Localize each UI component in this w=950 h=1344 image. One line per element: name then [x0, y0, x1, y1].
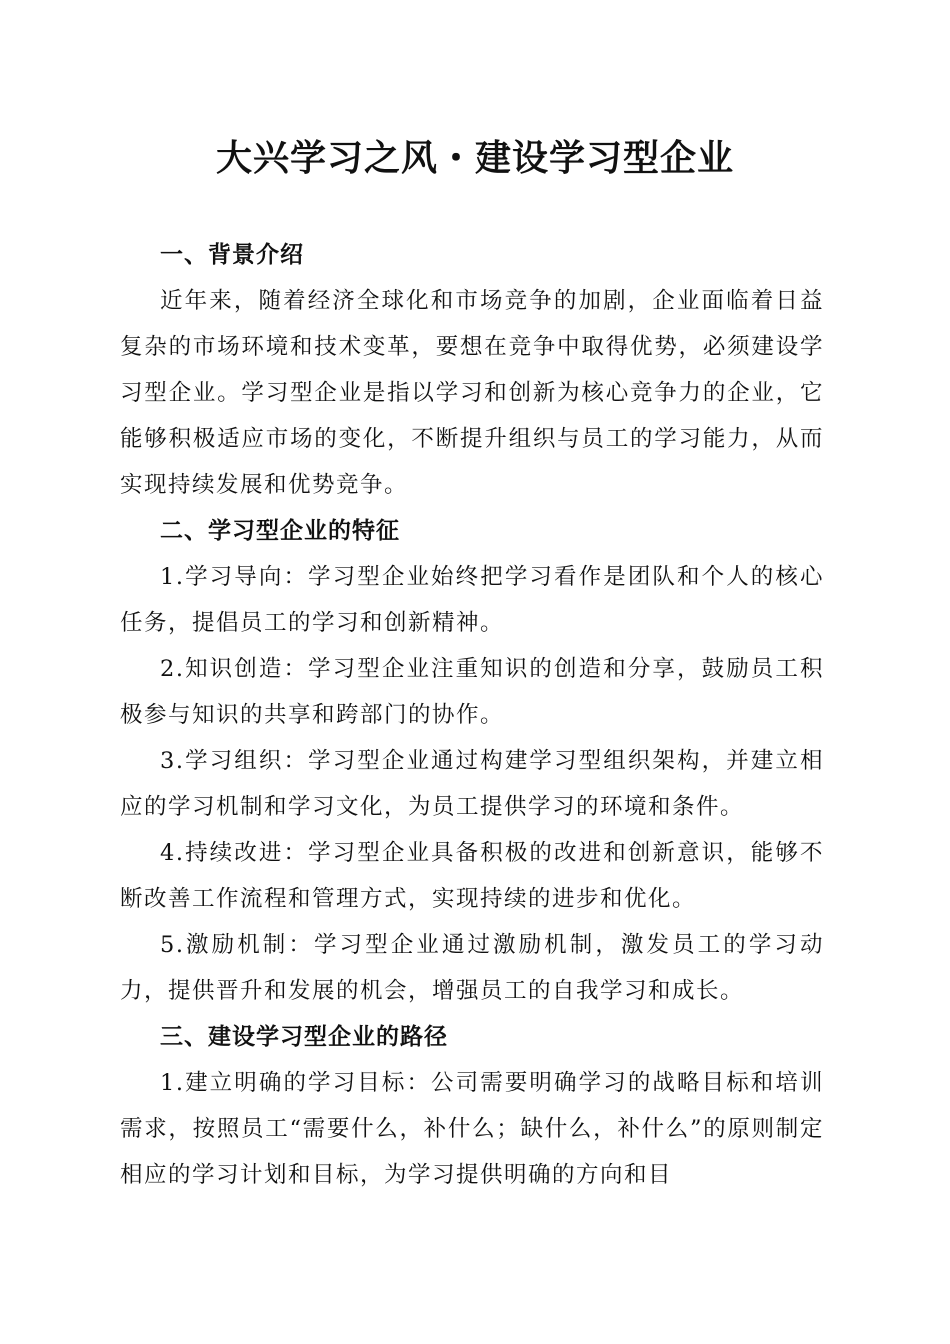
paragraph-feature-2: 2.知识创造：学习型企业注重知识的创造和分享，鼓励员工积极参与知识的共享和跨部门的协作。 [120, 656, 824, 728]
document-body [120, 232, 824, 1198]
section-heading-background: 一、背景介绍 [160, 242, 304, 268]
paragraph-feature-3: 3.学习组织：学习型企业通过构建学习型组织架构，并建立相应的学习机制和学习文化，为员工提供学习的环境和条件。 [120, 748, 824, 820]
document-title: 大兴学习之风・建设学习型企业 [215, 138, 734, 179]
paragraph-feature-4: 4.持续改进：学习型企业具备积极的改进和创新意识，能够不断改善工作流程和管理方式，实现持续的进步和优化。 [120, 840, 824, 912]
paragraph-path-1: 1.建立明确的学习目标：公司需要明确学习的战略目标和培训需求，按照员工“需要什么，补什么；缺什么，补什么”的原则制定相应的学习计划和目标，为学习提供明确的方向和目 [120, 1070, 824, 1188]
section-heading-features: 二、学习型企业的特征 [160, 518, 400, 544]
paragraph-feature-5: 5.激励机制：学习型企业通过激励机制，激发员工的学习动力，提供晋升和发展的机会，增强员工的自我学习和成长。 [120, 932, 824, 1004]
section-heading-path: 三、建设学习型企业的路径 [160, 1024, 448, 1050]
paragraph-background: 近年来，随着经济全球化和市场竞争的加剧，企业面临着日益复杂的市场环境和技术变革，要想在竞争中取得优势，必须建设学习型企业。学习型企业是指以学习和创新为核心竞争力的企业，它能够积极适应市场的变化，不断提升组织与员工的学习能力，从而实现持续发展和优势竞争。 [120, 288, 824, 498]
paragraph-feature-1: 1.学习导向：学习型企业始终把学习看作是团队和个人的核心任务，提倡员工的学习和创新精神。 [120, 564, 824, 636]
